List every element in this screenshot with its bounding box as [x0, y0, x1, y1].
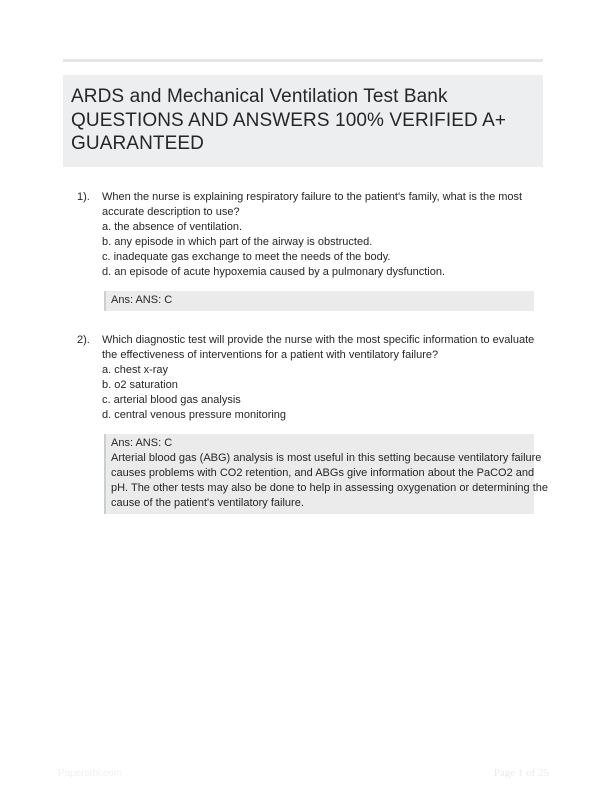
question-stem-line: accurate description to use? — [102, 206, 240, 218]
question-stem-line: the effectiveness of interventions for a patient with ventilatory failure? — [102, 349, 439, 361]
question-body — [102, 333, 542, 423]
question-number: 1). — [77, 191, 90, 203]
answer-explanation-line: pH. The other tests may also be done to help in assessing oxygenation or determining the — [111, 482, 549, 494]
answer-explanation-line: causes problems with CO2 retention, and ABGs give information about the PaCO2 and — [111, 467, 535, 479]
question-stem-line: Which diagnostic test will provide the nurse with the most specific information to evaluate — [102, 334, 535, 346]
answer-explanation-line: Arterial blood gas (ABG) analysis is most useful in this setting because ventilatory failure — [111, 452, 542, 464]
document-title — [71, 85, 535, 156]
answer-box-1 — [104, 291, 534, 311]
title-line: QUESTIONS AND ANSWERS 100% VERIFIED A+ — [71, 109, 507, 131]
question-body — [102, 190, 542, 280]
answer-box-2 — [104, 434, 549, 514]
title-line: ARDS and Mechanical Ventilation Test Bank — [71, 86, 448, 107]
question-number: 2). — [77, 334, 90, 346]
title-line: GUARANTEED — [71, 133, 204, 154]
answer-option: c. inadequate gas exchange to meet the needs of the body. — [102, 251, 391, 263]
question-stem-line: When the nurse is explaining respiratory failure to the patient's family, what is the most — [102, 191, 523, 203]
answer-explanation-line: cause of the patient's ventilatory failure. — [111, 497, 304, 509]
top-divider — [63, 59, 543, 62]
answer-line: Ans: ANS: C — [111, 294, 173, 306]
answer-option: b. any episode in which part of the airway is obstructed. — [102, 236, 373, 248]
answer-option: b. o2 saturation — [102, 379, 178, 391]
title-banner — [63, 75, 543, 167]
answer-option: a. chest x-ray — [102, 364, 169, 376]
answer-option: a. the absence of ventilation. — [102, 221, 243, 233]
answer-line: Ans: ANS: C — [111, 437, 173, 449]
answer-option: d. an episode of acute hypoxemia caused by a pulmonary dysfunction. — [102, 266, 446, 278]
answer-option: d. central venous pressure monitoring — [102, 409, 287, 421]
footer-watermark: Paperstbl.com — [58, 768, 122, 779]
answer-option: c. arterial blood gas analysis — [102, 394, 241, 406]
page-indicator: Page 1 of 25 — [493, 767, 549, 779]
